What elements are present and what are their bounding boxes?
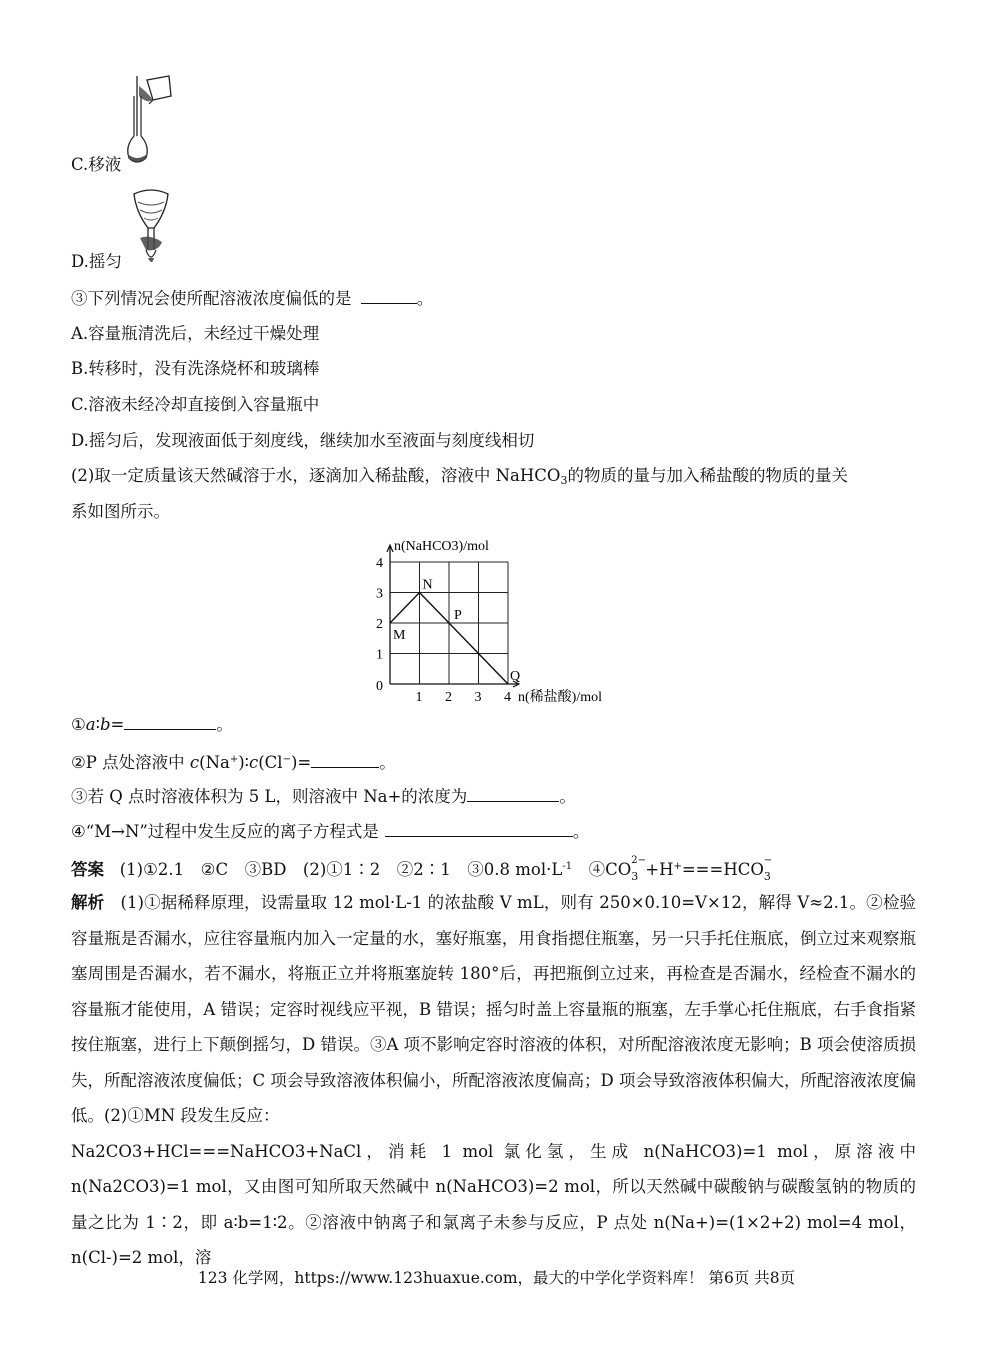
hco3-charge: − [763, 855, 773, 866]
q4-text: ④“M→N”过程中发生反应的离子方程式是 [71, 822, 379, 841]
q2-b: (Na [199, 753, 230, 772]
point-label: Q [510, 669, 521, 684]
answer-text-b: ④CO [572, 860, 632, 879]
nahco3-chart [360, 532, 630, 704]
q1-prefix: ① [71, 715, 86, 734]
q1-eq: = [110, 715, 125, 734]
sub-question-2 [71, 748, 396, 775]
x-tick-label: 2 [445, 690, 452, 704]
sub-question-4 [71, 819, 589, 844]
end-mark: 。 [572, 822, 590, 841]
answer-sup: -1 [562, 861, 573, 872]
point-label: P [454, 608, 462, 623]
analysis-para1: (1)①据稀释原理，设需量取 12 mol·L-1 的浓盐酸 V mL，则有 250×0.10=V×12，解得 V≈2.1。②检验容量瓶是否漏水，应往容量瓶内加入一定量的水，塞好瓶塞，用食指摁住瓶塞，另一只手托住瓶底，倒立过来观察瓶塞周围是否漏水，若不漏水，将瓶正立并将瓶塞旋转 180°后，再把瓶倒立过来，再检查是否漏水，经检查不漏水的容量瓶才能使用，A 错误；定容时视线应平视，B 错误；摇匀时盖上容量瓶的瓶塞，左手掌心托住瓶底，右手食指紧按住瓶塞，进行上下颠倒摇匀，D 错误。③A 项不影响定容时溶液的体积，对所配溶液浓度无影响；B 项会使溶质损失，所配溶液浓度偏低；C 项会导致溶液体积偏小，所配溶液浓度偏高；D 项会导致溶液体积偏大，所配溶液浓度偏低。(2)①MN 段发生反应： [71, 893, 917, 1125]
option-d2: D.摇匀后，发现液面低于刻度线，继续加水至液面与刻度线相切 [71, 431, 535, 450]
sub-question-1 [71, 712, 233, 737]
y-tick-label: 3 [376, 586, 383, 602]
sub-question-3 [71, 784, 576, 809]
option-a: A.容量瓶清洗后，未经过干燥处理 [71, 324, 320, 343]
option-d: D.摇匀 [71, 252, 122, 271]
option-b: B.转移时，没有洗涤烧杯和玻璃棒 [71, 359, 320, 378]
y-axis-label: n(NaHCO3)/mol [394, 539, 489, 554]
x-tick-label: 3 [474, 690, 482, 704]
h-charge: + [673, 861, 682, 872]
x-tick-label: 4 [504, 690, 511, 704]
end-mark: 。 [216, 715, 233, 734]
q1-colon: ∶ [95, 715, 100, 734]
point-label: M [393, 628, 406, 643]
answer-line [71, 855, 774, 882]
option-c: C.移液 [71, 155, 122, 174]
part2-line2: 系如图所示。 [71, 502, 170, 521]
answer-text-a: (1)①2.1 ②C ③BD (2)①1∶2 ②2∶1 ③0.8 mol·L [119, 860, 563, 879]
answer-blank-4[interactable] [385, 819, 573, 837]
answer-blank[interactable] [361, 286, 417, 304]
answer-blank-3[interactable] [467, 784, 559, 802]
q2-a: ②P 点处溶液中 [71, 753, 190, 772]
answer-blank-2[interactable] [311, 750, 379, 768]
y-tick-label: 1 [376, 647, 383, 663]
q2-c2: c [248, 753, 259, 772]
q2-minus: − [282, 754, 291, 765]
q1-b: b [99, 715, 111, 734]
answer-blank-1[interactable] [124, 712, 216, 730]
answer-label: 答案 [71, 860, 104, 879]
page-footer: 123 化学网，https://www.123huaxue.com，最大的中学化学资料库！ 第6页 共8页 [197, 1269, 796, 1287]
question-3-text: ③下列情况会使所配溶液浓度偏低的是 [71, 289, 352, 308]
answer-text-c: +H [645, 860, 674, 879]
co3-charge: 2− [631, 855, 646, 866]
q3-text: ③若 Q 点时溶液体积为 5 L，则溶液中 Na+的浓度为 [71, 787, 468, 806]
q2-plus: + [229, 754, 239, 765]
q2-mid: )∶ [238, 753, 249, 772]
analysis-label: 解析 [71, 893, 105, 912]
x-axis-label: n(稀盐酸)/mol [518, 690, 602, 704]
q2-cl: (Cl [258, 753, 283, 772]
end-mark: 。 [559, 787, 576, 806]
y-tick-label: 4 [376, 556, 383, 571]
answer-text-d: ===HCO [681, 860, 764, 879]
x-tick-label: 1 [415, 690, 423, 704]
end-mark: 。 [416, 289, 434, 308]
x-tick-label: 0 [376, 679, 383, 694]
q2-c: c [189, 753, 200, 772]
part2-text-b: 的物质的量与加入稀盐酸的物质的量关 [567, 466, 848, 485]
question-3 [71, 286, 433, 311]
option-c2: C.溶液未经冷却直接倒入容量瓶中 [71, 395, 320, 414]
part2-text-a: (2)取一定质量该天然碱溶于水，逐滴加入稀盐酸，溶液中 NaHCO [71, 466, 561, 485]
y-tick-label: 2 [376, 617, 383, 632]
analysis-para2: Na2CO3+HCl===NaHCO3+NaCl，消耗 1 mol 氯化氢，生成 n(NaHCO3)=1 mol，原溶液中 n(Na2CO3)=1 mol，又由图可知所取天然碱中 n(NaHCO3)=2 mol，所以天然碱中碳酸钠与碳酸氢钠的物质的量之比为 1∶2，即 a∶b=1∶2。②溶液中钠离子和氯离子未参与反应，P 点处 n(Na+)=(1×2+2) mol=4 mol，n(Cl-)=2 mol，溶 [71, 1141, 916, 1267]
transfer-liquid-illustration [125, 74, 180, 169]
end-mark: 。 [379, 753, 396, 772]
point-label: N [422, 577, 433, 593]
subscript: 3 [560, 474, 568, 487]
q2-end: )= [290, 753, 312, 772]
shaking-flask-illustration [126, 188, 176, 270]
part2-line1 [71, 464, 848, 493]
hco3-sub: 3 [763, 870, 771, 883]
q1-a: a [85, 715, 96, 734]
co3-sub: 3 [631, 870, 639, 883]
analysis-block [71, 885, 916, 1276]
